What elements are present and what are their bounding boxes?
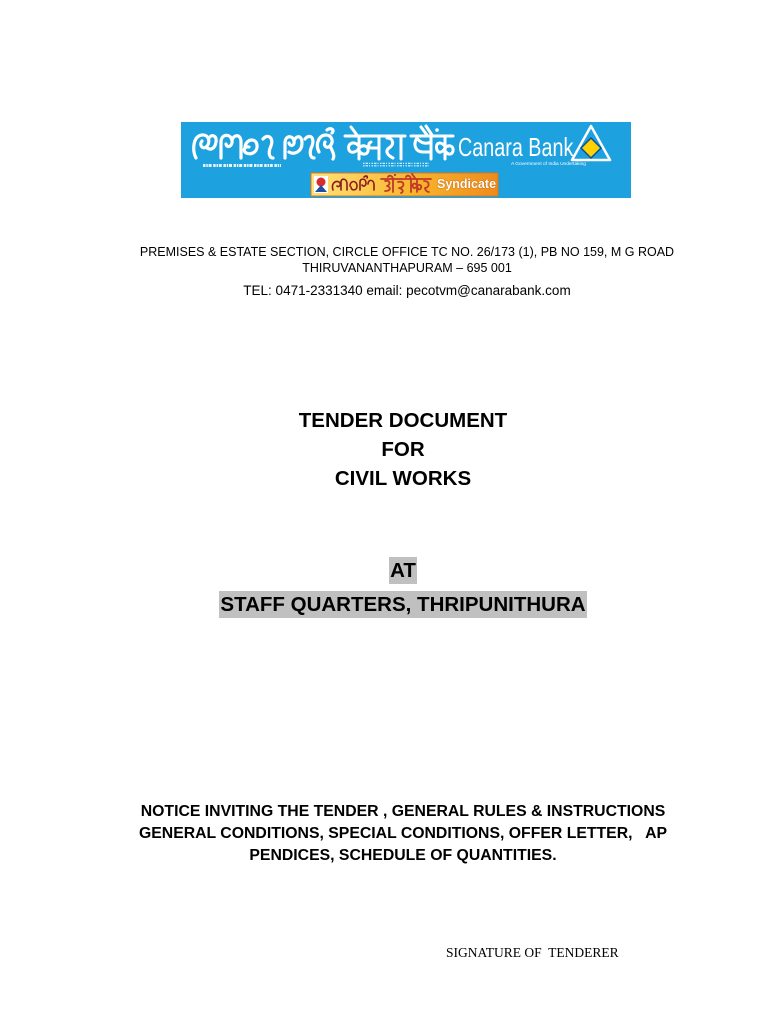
syndicate-english-name: Syndicate [437, 176, 497, 191]
logo-english-tagline: A Government of India Undertaking [511, 162, 586, 167]
logo-hindi-tagline [363, 163, 429, 166]
location-at-highlight: AT [390, 559, 416, 583]
logo-english-name: Canara Bank [458, 132, 574, 162]
canara-bank-logo [181, 122, 631, 198]
office-city-line: THIRUVANANTHAPURAM – 695 001 [302, 260, 512, 275]
office-contact-line: TEL: 0471-2331340 email: pecotvm@canarabank.com [243, 282, 571, 298]
location-site-highlight: STAFF QUARTERS, THRIPUNITHURA [220, 593, 586, 617]
location-line-2 [93, 588, 713, 622]
signature-of-tenderer-label: SIGNATURE OF TENDERER [446, 945, 619, 960]
syndicate-hindi-anusvara [394, 174, 396, 176]
office-address-line: PREMISES & ESTATE SECTION, CIRCLE OFFICE TC NO. 26/173 (1), PB NO 159, M G ROAD [139, 244, 675, 259]
document-title [93, 406, 713, 493]
work-location [93, 554, 713, 622]
title-line-2: FOR [381, 437, 425, 461]
location-line-1 [93, 554, 713, 588]
canara-triangle-emblem-icon [572, 126, 610, 160]
title-line-1: TENDER DOCUMENT [298, 408, 508, 432]
document-contents-notice [93, 801, 713, 867]
title-line-3: CIVIL WORKS [334, 466, 472, 490]
logo-malayalam-name [194, 129, 334, 159]
contents-line-1: NOTICE INVITING THE TENDER , GENERAL RULES & INSTRUCTIONS [140, 803, 666, 820]
contents-line-2: GENERAL CONDITIONS, SPECIAL CONDITIONS, OFFER LETTER, AP [138, 825, 668, 842]
syndicate-emblem-icon [314, 176, 328, 193]
contents-line-3: PENDICES, SCHEDULE OF QUANTITIES. [249, 847, 557, 864]
logo-hindi-anusvara [435, 128, 439, 132]
